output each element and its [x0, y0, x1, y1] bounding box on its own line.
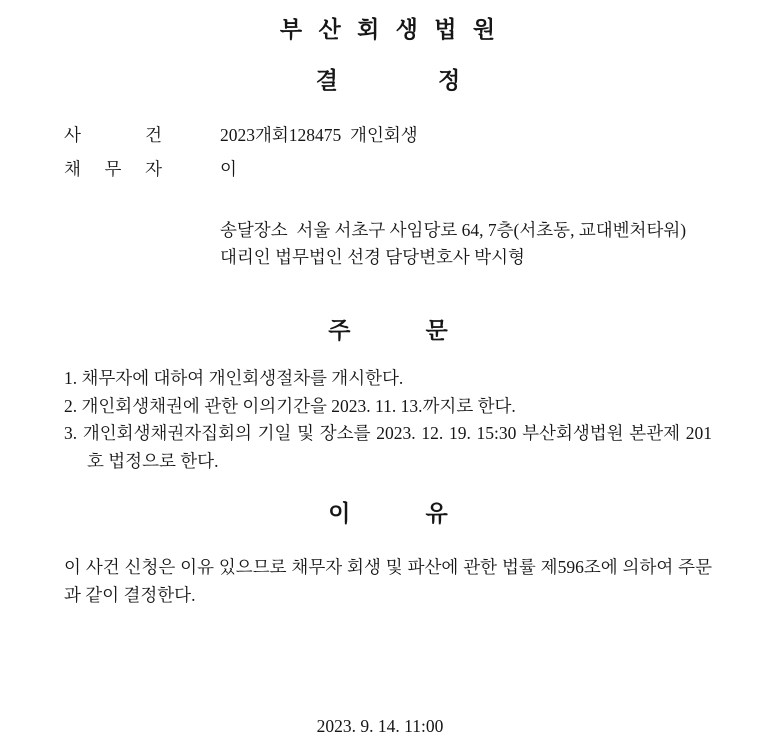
debtor-row	[64, 159, 712, 180]
case-number-value: 2023개회128475 개인회생	[220, 125, 418, 145]
reason-heading-char-1: 이	[328, 500, 351, 526]
order-heading-char-2: 문	[425, 317, 448, 343]
order-section-heading	[64, 317, 712, 344]
order-item-3: 3. 개인회생채권자집회의 기일 및 장소를 2023. 12. 19. 15:30 부산회생법원 본관제 201호 법정으로 한다.	[64, 423, 712, 471]
debtor-label: 채 무 자	[64, 159, 162, 179]
order-items-list	[64, 365, 712, 475]
case-info-table	[64, 125, 712, 180]
debtor-value: 이	[220, 159, 237, 179]
service-address-line: 송달장소 서울 서초구 사임당로 64, 7층(서초동, 교대벤처타워)	[220, 220, 687, 240]
reason-body-text: 이 사건 신청은 이유 있으므로 채무자 회생 및 파산에 관한 법률 제596조에 의하여 주문과 같이 결정한다.	[64, 557, 712, 605]
court-name-title: 부 산 회 생 법 원	[279, 16, 497, 42]
doc-type-heading	[64, 67, 712, 94]
case-number-row	[64, 125, 712, 146]
case-number-label: 사 건	[64, 125, 162, 145]
address-block	[220, 217, 712, 271]
order-item-1: 1. 채무자에 대하여 개인회생절차를 개시한다.	[64, 368, 404, 388]
reason-section-heading	[64, 500, 712, 527]
doc-type-char-2: 정	[438, 67, 461, 93]
order-heading-char-1: 주	[328, 317, 351, 343]
doc-type-char-1: 결	[315, 67, 338, 93]
order-item-2: 2. 개인회생채권에 관한 이의기간을 2023. 11. 13.까지로 한다.	[64, 395, 516, 416]
representative-line: 대리인 법무법인 선경 담당변호사 박시형	[220, 247, 525, 267]
reason-heading-char-2: 유	[425, 500, 448, 526]
decision-datetime: 2023. 9. 14. 11:00	[316, 716, 444, 736]
